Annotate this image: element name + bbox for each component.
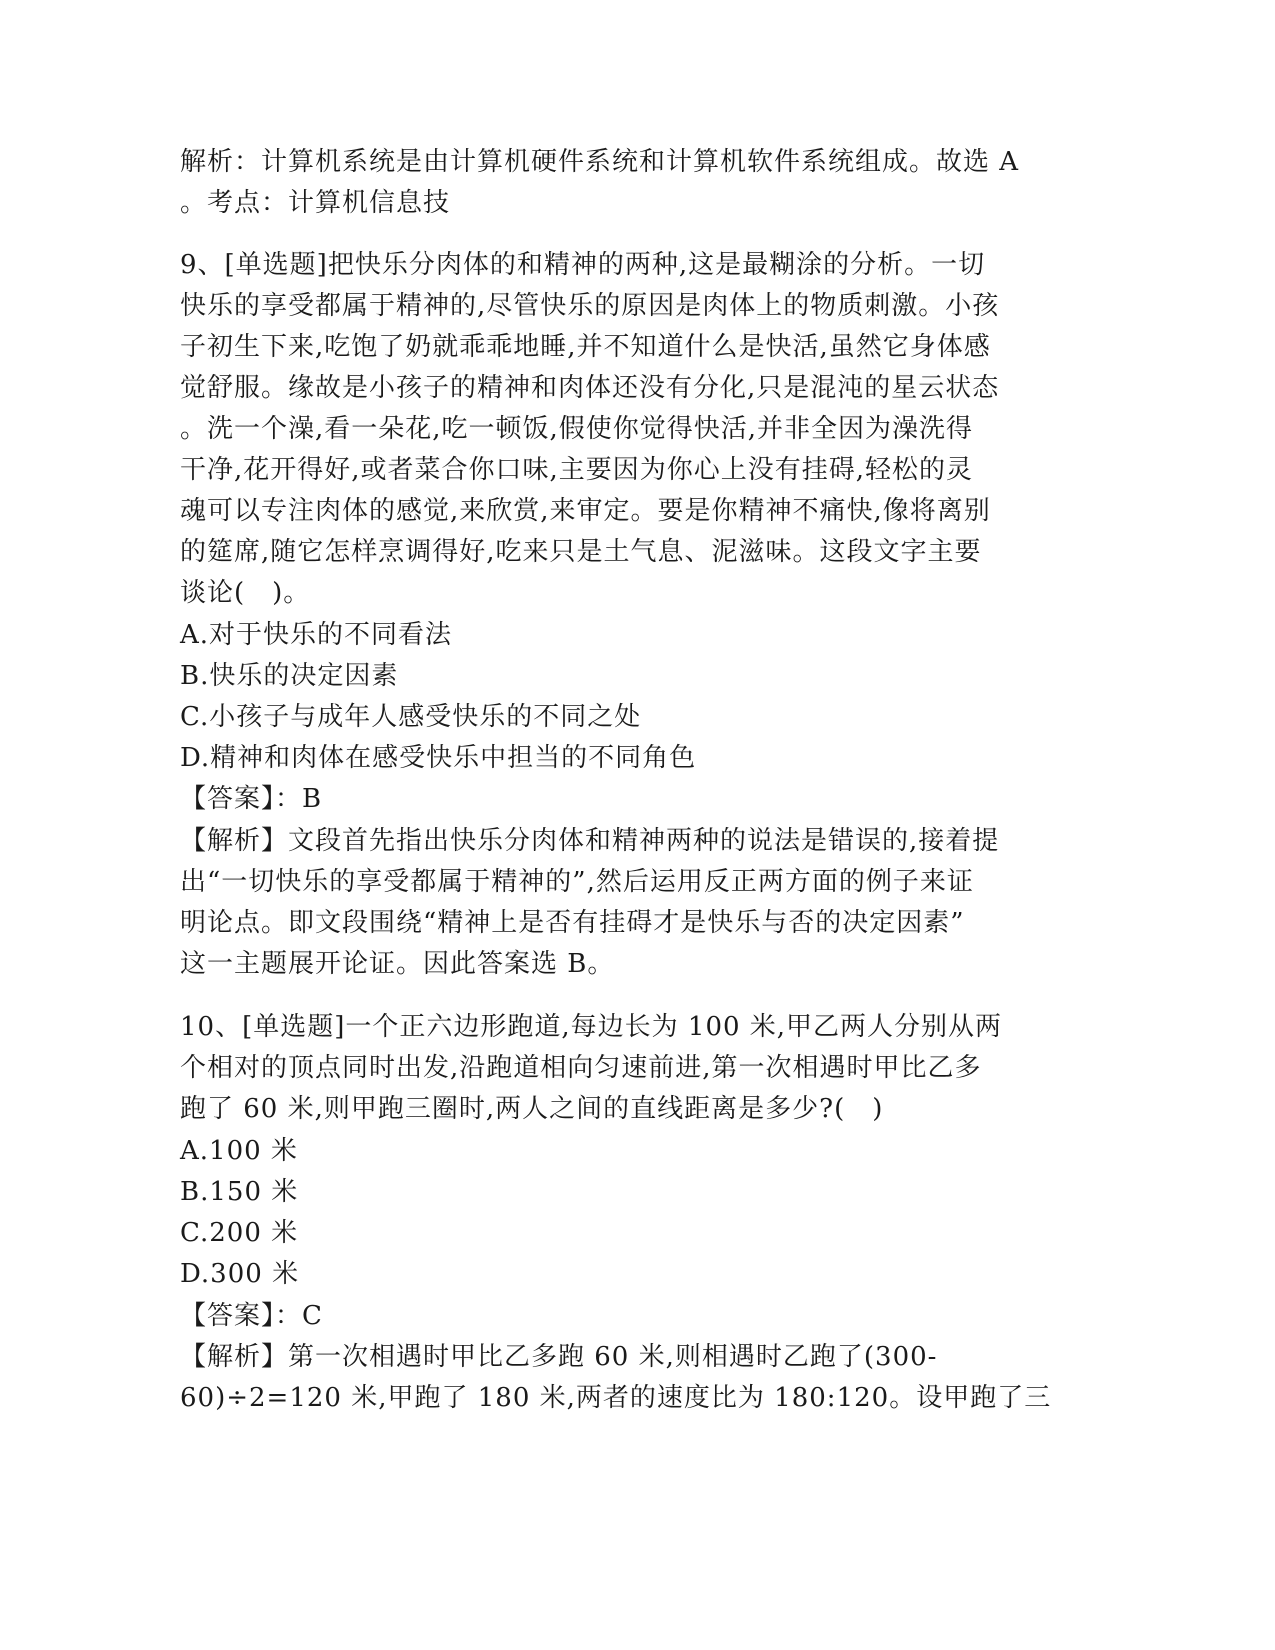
option-d: D.300 米 xyxy=(180,1259,300,1289)
option-d: D.精神和肉体在感受快乐中担当的不同角色 xyxy=(180,743,697,773)
text-line: 魂可以专注肉体的感觉,来欣赏,来审定。要是你精神不痛快,像将离别 xyxy=(180,496,991,526)
option-a: A.100 米 xyxy=(180,1136,298,1166)
answer-line: 【答案】：B xyxy=(180,784,323,814)
text-line: 。洗一个澡,看一朵花,吃一顿饭,假使你觉得快活,并非全因为澡洗得 xyxy=(180,414,974,444)
text-line: 10、[单选题]一个正六边形跑道,每边长为 100 米,甲乙两人分别从两 xyxy=(180,1012,1003,1042)
text-line: 的筵席,随它怎样烹调得好,吃来只是土气息、泥滋味。这段文字主要 xyxy=(180,537,982,567)
text-line: 个相对的顶点同时出发,沿跑道相向匀速前进,第一次相遇时甲比乙多 xyxy=(180,1053,982,1083)
text-line: 。考点：计算机信息技 xyxy=(180,188,451,218)
text-line: 9、[单选题]把快乐分肉体的和精神的两种,这是最糊涂的分析。一切 xyxy=(180,250,986,280)
text-line: 谈论( )。 xyxy=(180,578,311,608)
text-line: 干净,花开得好,或者菜合你口味,主要因为你心上没有挂碍,轻松的灵 xyxy=(180,455,974,485)
option-b: B.快乐的决定因素 xyxy=(180,661,399,691)
option-c: C.小孩子与成年人感受快乐的不同之处 xyxy=(180,702,642,732)
option-b: B.150 米 xyxy=(180,1177,299,1207)
text-line: 明论点。即文段围绕“精神上是否有挂碍才是快乐与否的决定因素” xyxy=(180,908,965,938)
text-line: 出“一切快乐的享受都属于精神的”,然后运用反正两方面的例子来证 xyxy=(180,867,974,897)
text-line: 60)÷2=120 米,甲跑了 180 米,两者的速度比为 180:120。设甲跑了三 xyxy=(180,1383,1052,1413)
text-line: 快乐的享受都属于精神的,尽管快乐的原因是肉体上的物质刺激。小孩 xyxy=(180,291,1000,321)
text-line: 【解析】文段首先指出快乐分肉体和精神两种的说法是错误的,接着提 xyxy=(180,826,1000,856)
answer-line: 【答案】：C xyxy=(180,1301,323,1331)
text-line: 跑了 60 米,则甲跑三圈时,两人之间的直线距离是多少?( ) xyxy=(180,1094,884,1124)
option-c: C.200 米 xyxy=(180,1218,299,1248)
option-a: A.对于快乐的不同看法 xyxy=(180,620,453,650)
text-line: 【解析】第一次相遇时甲比乙多跑 60 米,则相遇时乙跑了(300- xyxy=(180,1342,938,1372)
text-line: 这一主题展开论证。因此答案选 B。 xyxy=(180,949,615,979)
text-line: 子初生下来,吃饱了奶就乖乖地睡,并不知道什么是快活,虽然它身体感 xyxy=(180,332,991,362)
text-line: 觉舒服。缘故是小孩子的精神和肉体还没有分化,只是混沌的星云状态 xyxy=(180,373,1000,403)
text-line: 解析：计算机系统是由计算机硬件系统和计算机软件系统组成。故选 A xyxy=(180,147,1020,177)
